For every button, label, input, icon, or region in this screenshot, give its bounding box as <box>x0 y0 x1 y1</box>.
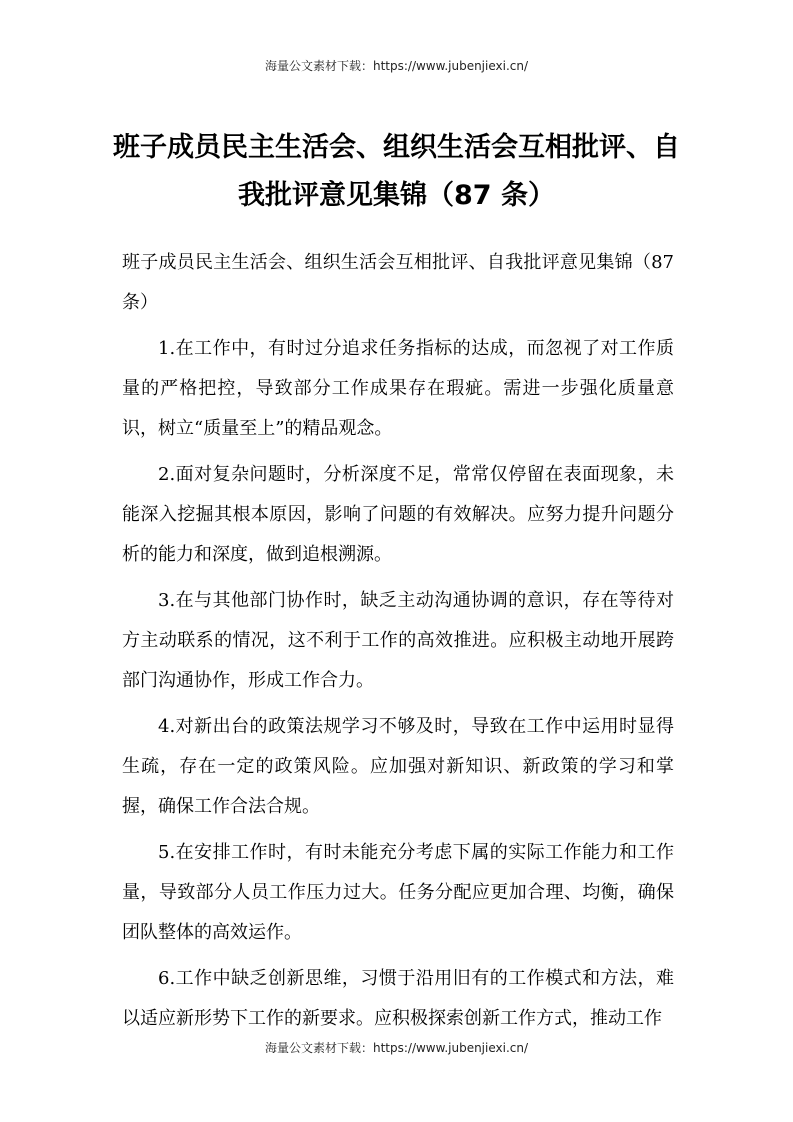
page-header: 海量公文素材下载：https://www.jubenjiexi.cn/ <box>264 59 529 73</box>
page-footer: 海量公文素材下载：https://www.jubenjiexi.cn/ <box>264 1041 529 1055</box>
list-item: 4.对新出台的政策法规学习不够及时，导致在工作中运用时显得生疏，存在一定的政策风险。应加强对新知识、新政策的学习和掌握，确保工作合法合规。 <box>122 716 674 817</box>
list-item: 2.面对复杂问题时，分析深度不足，常常仅停留在表面现象，未能深入挖掘其根本原因，影响了问题的有效解决。应努力提升问题分析的能力和深度，做到追根溯源。 <box>122 464 674 565</box>
list-item: 3.在与其他部门协作时，缺乏主动沟通协调的意识，存在等待对方主动联系的情况，这不利于工作的高效推进。应积极主动地开展跨部门沟通协作，形成工作合力。 <box>122 590 674 691</box>
document-body <box>122 243 674 1045</box>
intro-paragraph: 班子成员民主生活会、组织生活会互相批评、自我批评意见集锦（87 条） <box>122 252 674 313</box>
list-item: 6.工作中缺乏创新思维，习惯于沿用旧有的工作模式和方法，难以适应新形势下工作的新要求。应积极探索创新工作方式，推动工作 <box>122 968 674 1029</box>
list-item: 1.在工作中，有时过分追求任务指标的达成，而忽视了对工作质量的严格把控，导致部分工作成果存在瑕疵。需进一步强化质量意识，树立“质量至上”的精品观念。 <box>122 338 674 439</box>
document-title: 班子成员民主生活会、组织生活会互相批评、自我批评意见集锦（87 条） <box>113 132 680 211</box>
list-item: 5.在安排工作时，有时未能充分考虑下属的实际工作能力和工作量，导致部分人员工作压力过大。任务分配应更加合理、均衡，确保团队整体的高效运作。 <box>122 842 674 943</box>
